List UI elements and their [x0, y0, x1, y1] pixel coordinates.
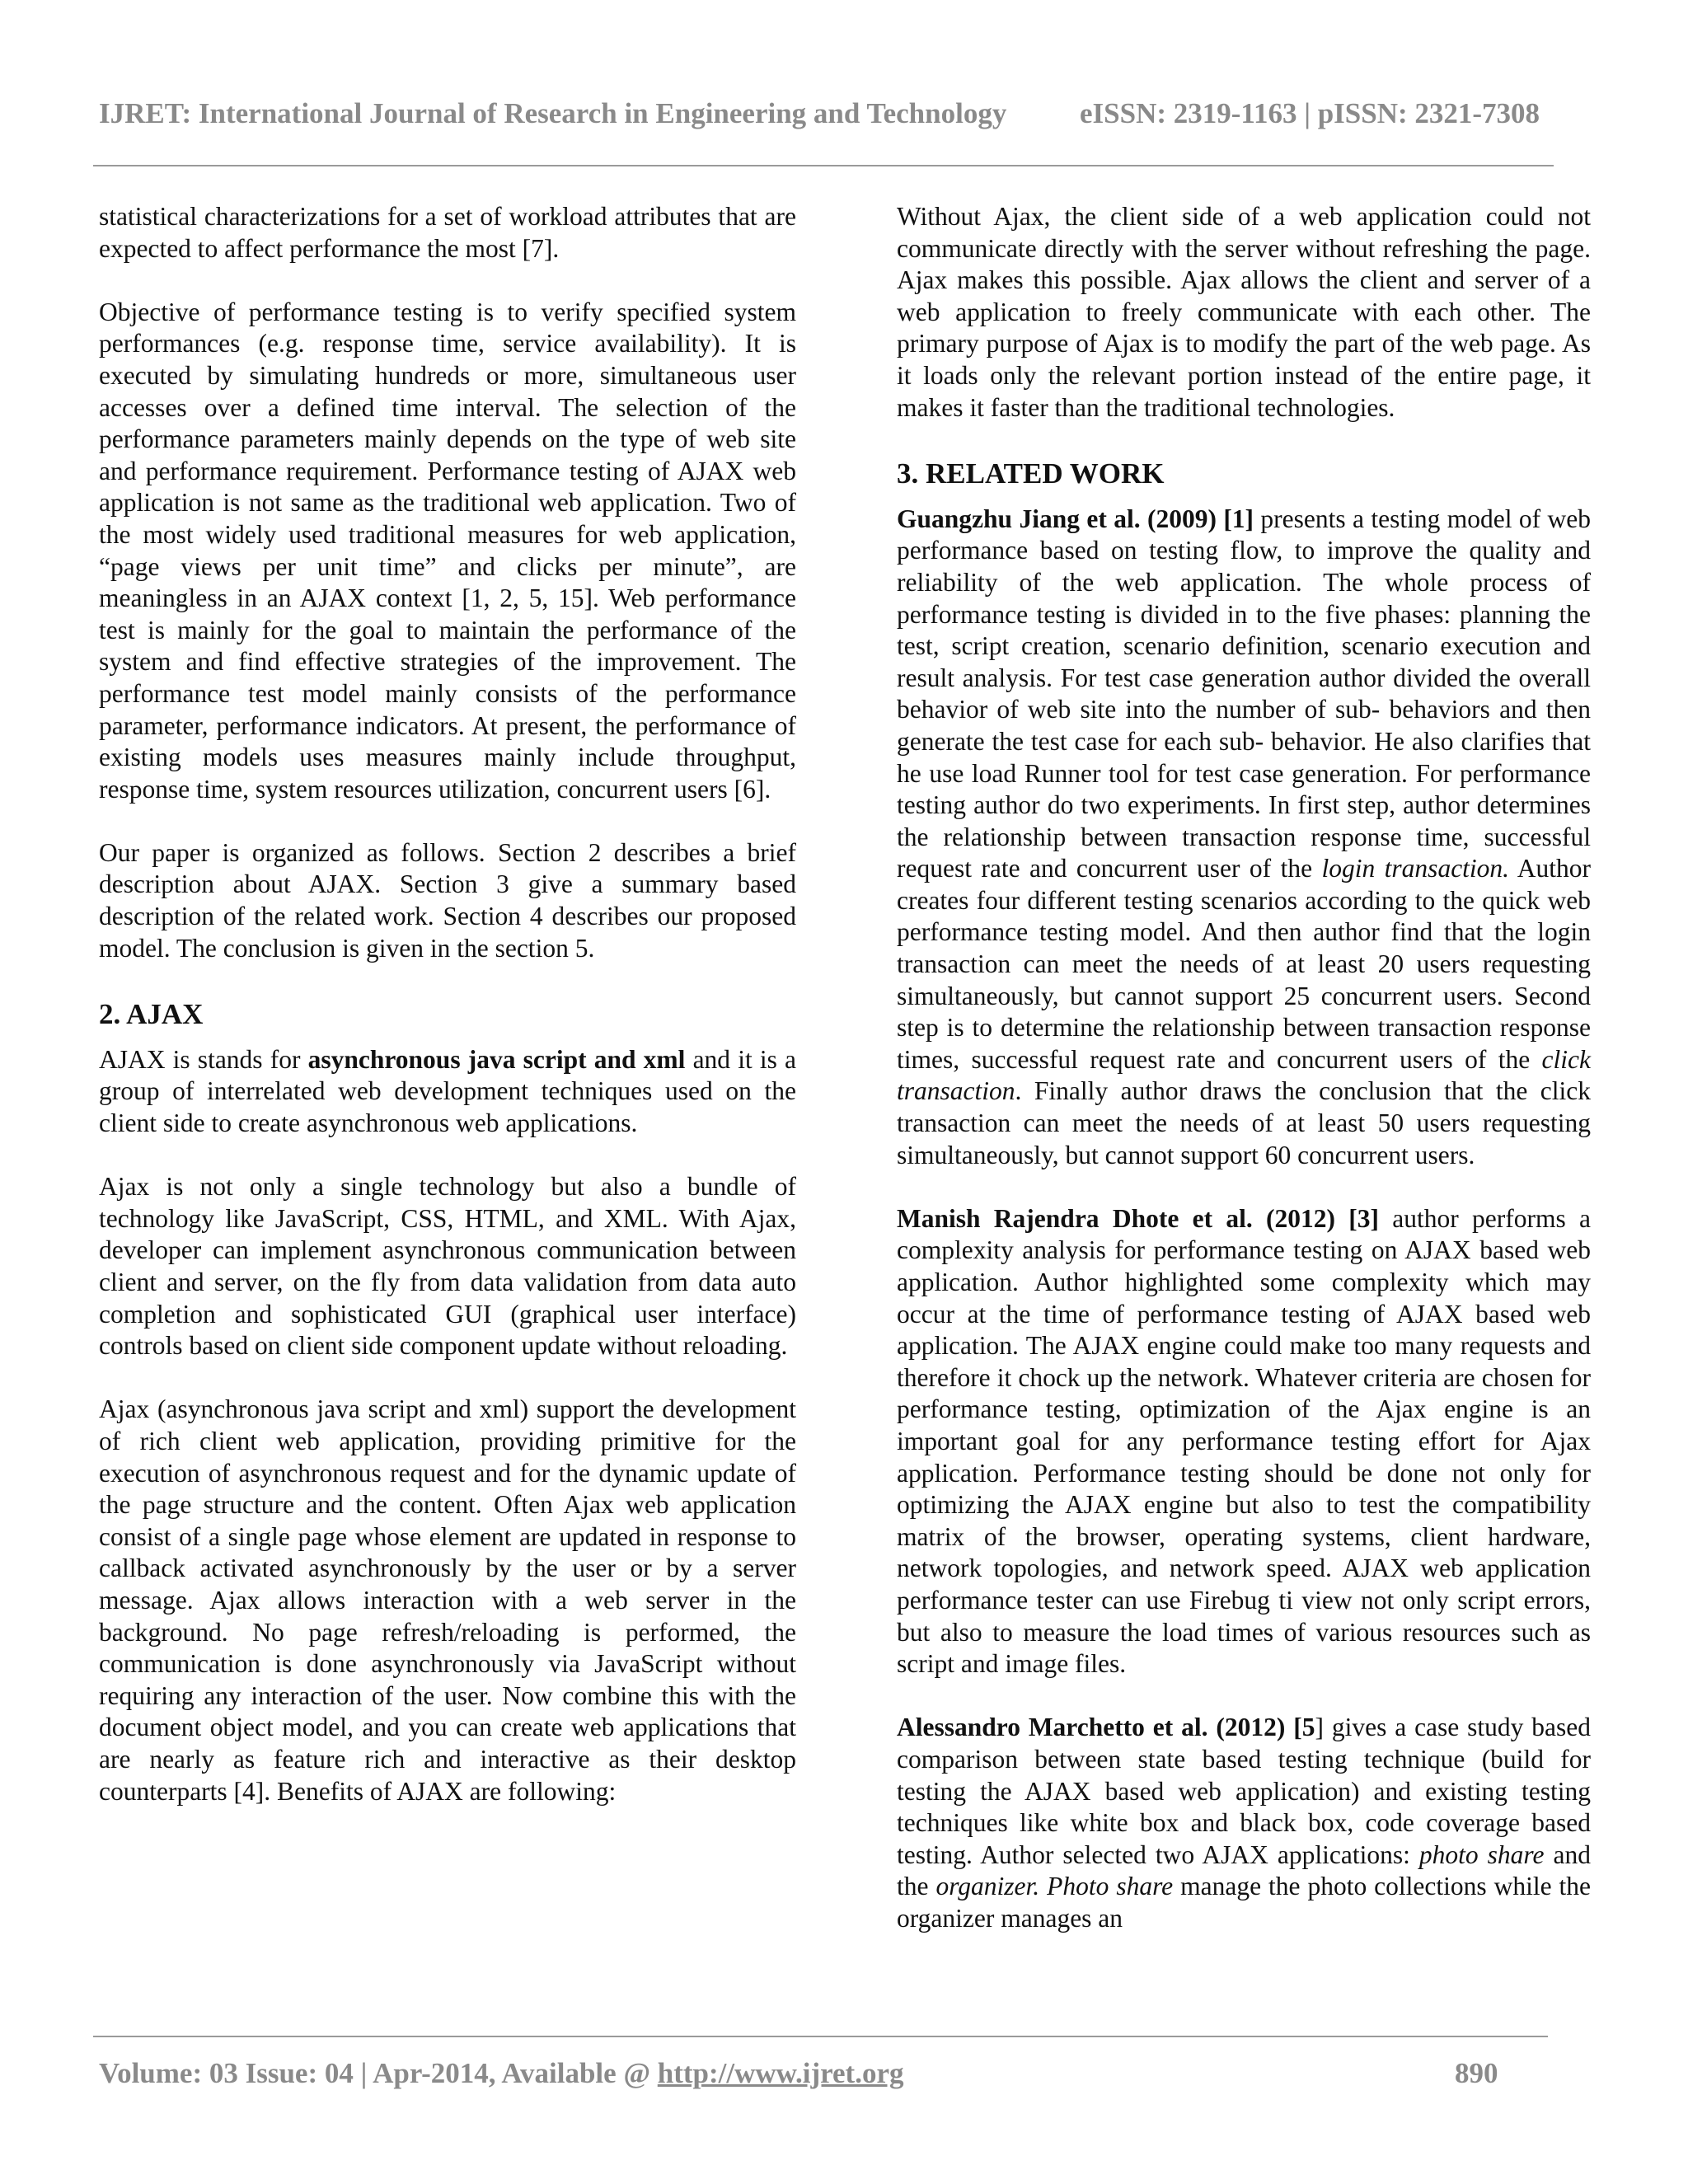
paragraph: Objective of performance testing is to verify specified system performances (e.g. response time, service availability). It is executed by simulating hundreds or more, simultaneous user accesses over a defined time interval. The selection of the performance parameters mainly depends on the type of web site and performance requirement. Performance testing of AJAX web application is not same as the traditional web application. Two of the most widely used traditional measures for web application, “page views per unit time” and clicks per minute”, are meaningless in an AJAX context [1, 2, 5, 15]. Web performance test is mainly for the goal to maintain the performance of the system and find effective strategies of the improvement. The performance test model mainly consists of the performance parameter, performance indicators. At present, the performance of existing models uses measures mainly include throughput, response time, system resources utilization, concurrent users [6]. [99, 297, 796, 804]
text-run: . Finally author draws the conclusion that the click transaction can meet the needs of at least 50 users requesting simultaneously, but cannot support 60 concurrent users. [897, 1076, 1591, 1169]
citation-author: Manish Rajendra Dhote et al. (2012) [3] [897, 1203, 1379, 1233]
paragraph: Ajax (asynchronous java script and xml) support the development of rich client web application, providing primitive for the execution of asynchronous request and for the dynamic update of the page structure and the content. Often Ajax web application consist of a single page whose element are updated in response to callback activated asynchronously by the user or by a server message. Ajax allows interaction with a web server in the background. No page refresh/reloading is performed, the communication is done asynchronously via JavaScript without requiring any interaction of the user. Now combine this with the document object model, and you can create web applications that are nearly as feature rich and interactive as their desktop counterparts [4]. Benefits of AJAX are following: [99, 1394, 796, 1806]
paragraph [897, 1712, 1591, 1934]
left-column [99, 201, 796, 1807]
italic-term: organizer. Photo share [935, 1872, 1174, 1901]
italic-term: click transaction [897, 1044, 1591, 1106]
text-run: Author creates four different testing scenarios according to the quick web performance testing model. And then author find that the login transaction can meet the needs of at least 20 users requesting simultaneously, but cannot support 25 concurrent users. Second step is to determine the relationship between transaction response times, successful request rate and concurrent users of the [897, 854, 1591, 1074]
section-heading-ajax: 2. AJAX [99, 997, 204, 1030]
journal-url-link[interactable]: http://www.ijret.org [657, 2057, 904, 2089]
bold-term: asynchronous java script and xml [307, 1044, 686, 1074]
page-number: 890 [1455, 2057, 1498, 2089]
paragraph: Our paper is organized as follows. Section 2 describes a brief description about AJAX. Section 3 give a summary based description of the related work. Section 4 describes our proposed model. The conclusion is given in the section 5. [99, 837, 796, 963]
footer-divider [93, 2036, 1548, 2037]
italic-term: login transaction. [1321, 854, 1510, 883]
running-footer [99, 2057, 1500, 2098]
header-divider [93, 165, 1554, 166]
issn-numbers: eISSN: 2319-1163 | pISSN: 2321-7308 [1080, 97, 1540, 129]
text-run: AJAX is stands for [99, 1044, 308, 1074]
text-run: presents a testing model of web performance based on testing flow, to improve the quality and reliability of the web application. The whole process of performance testing is divided in to the five phases: planning the test, script creation, scenario definition, scenario execution and result analysis. For test case generation author divided the overall behavior of web site into the number of sub- behaviors and then generate the test case for each sub- behavior. He also clarifies that he use load Runner tool for test case generation. For performance testing author do two experiments. In first step, author determines the relationship between transaction response time, successful request rate and concurrent user of the [897, 504, 1591, 883]
volume-info: Volume: 03 Issue: 04 | Apr-2014, Available @ [99, 2057, 658, 2089]
paragraph: statistical characterizations for a set of workload attributes that are expected to affect performance the most [7]. [99, 202, 796, 263]
text-run: manage the photo collections while the organizer manages an [897, 1872, 1592, 1933]
journal-title: IJRET: International Journal of Research in Engineering and Technology [99, 97, 1007, 129]
paragraph [897, 504, 1591, 1171]
text-run: and it is a group of interrelated web development techniques used on the client side to create asynchronous web applications. [99, 1044, 796, 1138]
paragraph [99, 1044, 796, 1140]
text-run: gives a case study based comparison between state based testing technique (build for testing the AJAX based web application) and existing testing techniques like white box and black box, code coverage based testing. Author selected two AJAX applications: [897, 1713, 1591, 1869]
paragraph: Without Ajax, the client side of a web application could not communicate directly with the server without refreshing the page. Ajax makes this possible. Ajax allows the client and server of a web application to freely communicate with each other. The primary purpose of Ajax is to modify the part of the web page. As it loads only the relevant portion instead of the entire page, it makes it faster than the traditional technologies. [897, 202, 1591, 422]
section-heading-related-work: 3. RELATED WORK [897, 457, 1165, 490]
paragraph: Ajax is not only a single technology but also a bundle of technology like JavaScript, CSS, HTML, and XML. With Ajax, developer can implement asynchronous communication between client and server, on the fly from data validation from data auto completion and sophisticated GUI (graphical user interface) controls based on client side component update without reloading. [99, 1172, 796, 1361]
citation-author: Alessandro Marchetto et al. (2012) [5 [897, 1713, 1315, 1742]
running-header [99, 97, 1558, 138]
paragraph [897, 1203, 1591, 1680]
right-column [897, 201, 1591, 1934]
text-run: ] [1315, 1713, 1324, 1742]
italic-term: photo share [1418, 1840, 1545, 1869]
citation-author: Guangzhu Jiang et al. (2009) [1] [897, 504, 1254, 533]
text-run: and the [897, 1840, 1591, 1901]
text-run: author performs a complexity analysis for performance testing on AJAX based web application. Author highlighted some complexity which may occur at the time of performance testing of AJAX based web application. The AJAX engine could make too many requests and therefore it chock up the network. Whatever criteria are chosen for performance testing, optimization of the Ajax engine is an important goal for any performance testing effort for Ajax application. Performance testing should be done not only for optimizing the AJAX engine but also to test the compatibility matrix of the browser, operating systems, client hardware, network topologies, and network speed. AJAX web application performance tester can use Firebug ti view not only script errors, but also to measure the load times of various resources such as script and image files. [897, 1203, 1592, 1679]
